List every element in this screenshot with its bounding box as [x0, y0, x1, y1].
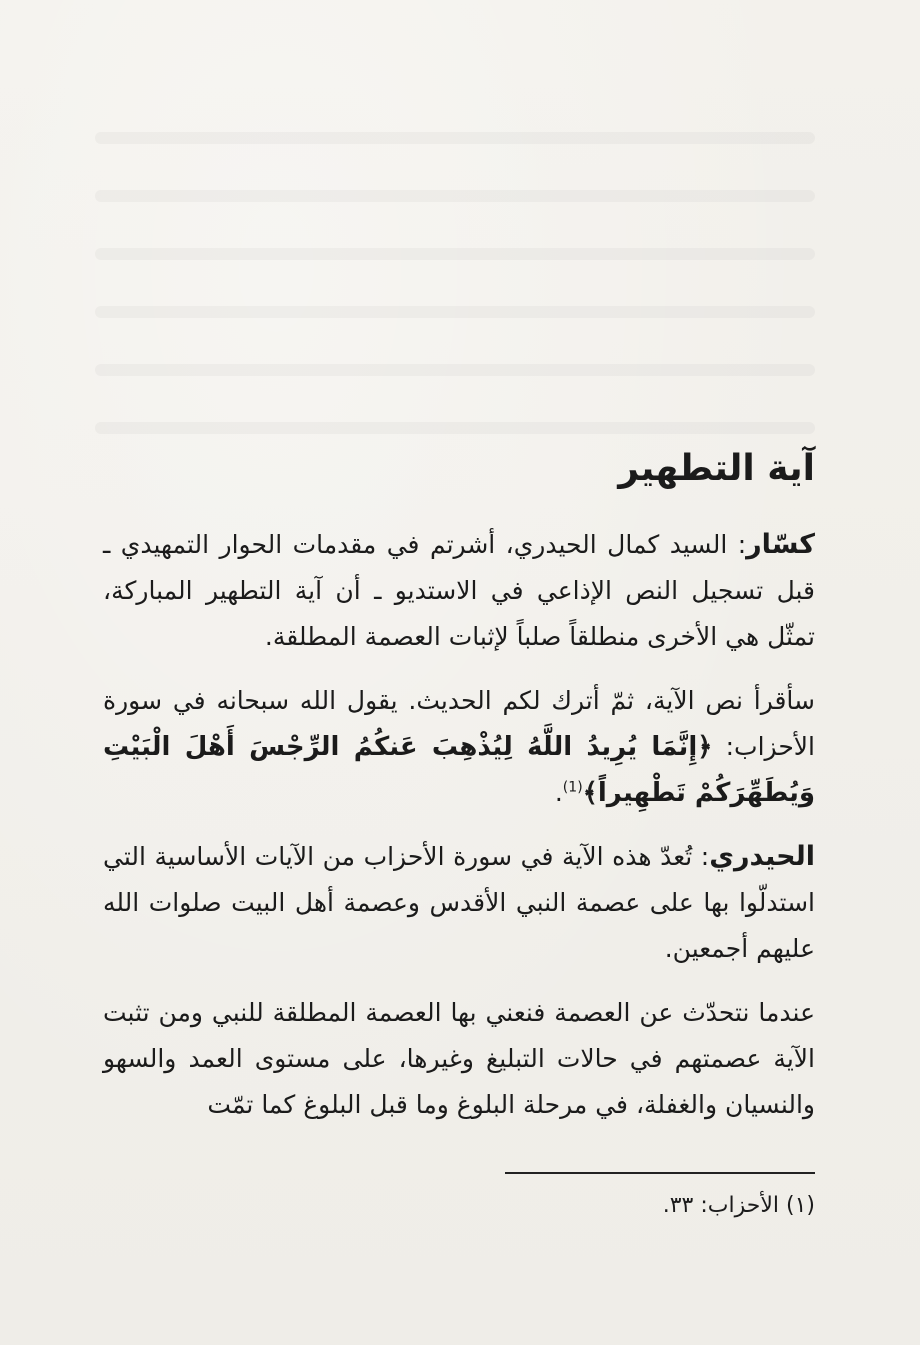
paragraph-haidari	[103, 834, 815, 972]
bleed-through-line	[95, 190, 815, 202]
bleed-through-line	[95, 364, 815, 376]
verse-end: .	[554, 778, 563, 807]
bleed-through-line	[95, 248, 815, 260]
paragraph-kassar	[103, 522, 815, 660]
footnote: (١) الأحزاب: ٣٣.	[662, 1193, 815, 1218]
paragraph-verse	[103, 678, 815, 816]
body-text	[103, 522, 815, 1146]
paragraph-text: : السيد كمال الحيدري، أشرتم في مقدمات الحوار التمهيدي ـ قبل تسجيل النص الإذاعي في الاستديو ـ أن آية التطهير المباركة، تمثّل هي الأخرى منطلقاً صلباً لإثبات العصمة المطلقة.	[103, 530, 815, 651]
verse-intro: سأقرأ نص الآية، ثمّ أترك لكم الحديث. يقول الله سبحانه في سورة الأحزاب:	[103, 686, 815, 761]
footnote-separator	[505, 1172, 815, 1174]
footnote-reference: (1)	[562, 779, 583, 796]
bleed-through-line	[95, 422, 815, 434]
bleed-through-line	[95, 306, 815, 318]
quran-verse: ﴿إِنَّمَا يُرِيدُ اللَّهُ لِيُذْهِبَ عَنكُمُ الرِّجْسَ أَهْلَ الْبَيْتِ وَيُطَهِّرَكُمْ تَطْهِيراً﴾	[103, 732, 815, 808]
bleed-through-line	[95, 132, 815, 144]
paragraph-text: : تُعدّ هذه الآية في سورة الأحزاب من الآيات الأساسية التي استدلّوا بها على عصمة النبي الأقدس وعصمة أهل البيت صلوات الله عليهم أجمعين.	[103, 842, 815, 963]
speaker-name: كسّار	[746, 529, 815, 560]
paragraph-text: عندما نتحدّث عن العصمة فنعني بها العصمة المطلقة للنبي ومن تثبت الآية عصمتهم في حالات التبليغ وغيرها، على مستوى العمد والسهو والنسيان والغفلة، في مرحلة البلوغ وما قبل البلوغ كما تمّت	[103, 998, 815, 1119]
paragraph-continuation	[103, 990, 815, 1128]
section-heading: آية التطهير	[618, 448, 815, 489]
speaker-name: الحيدري	[709, 841, 815, 872]
